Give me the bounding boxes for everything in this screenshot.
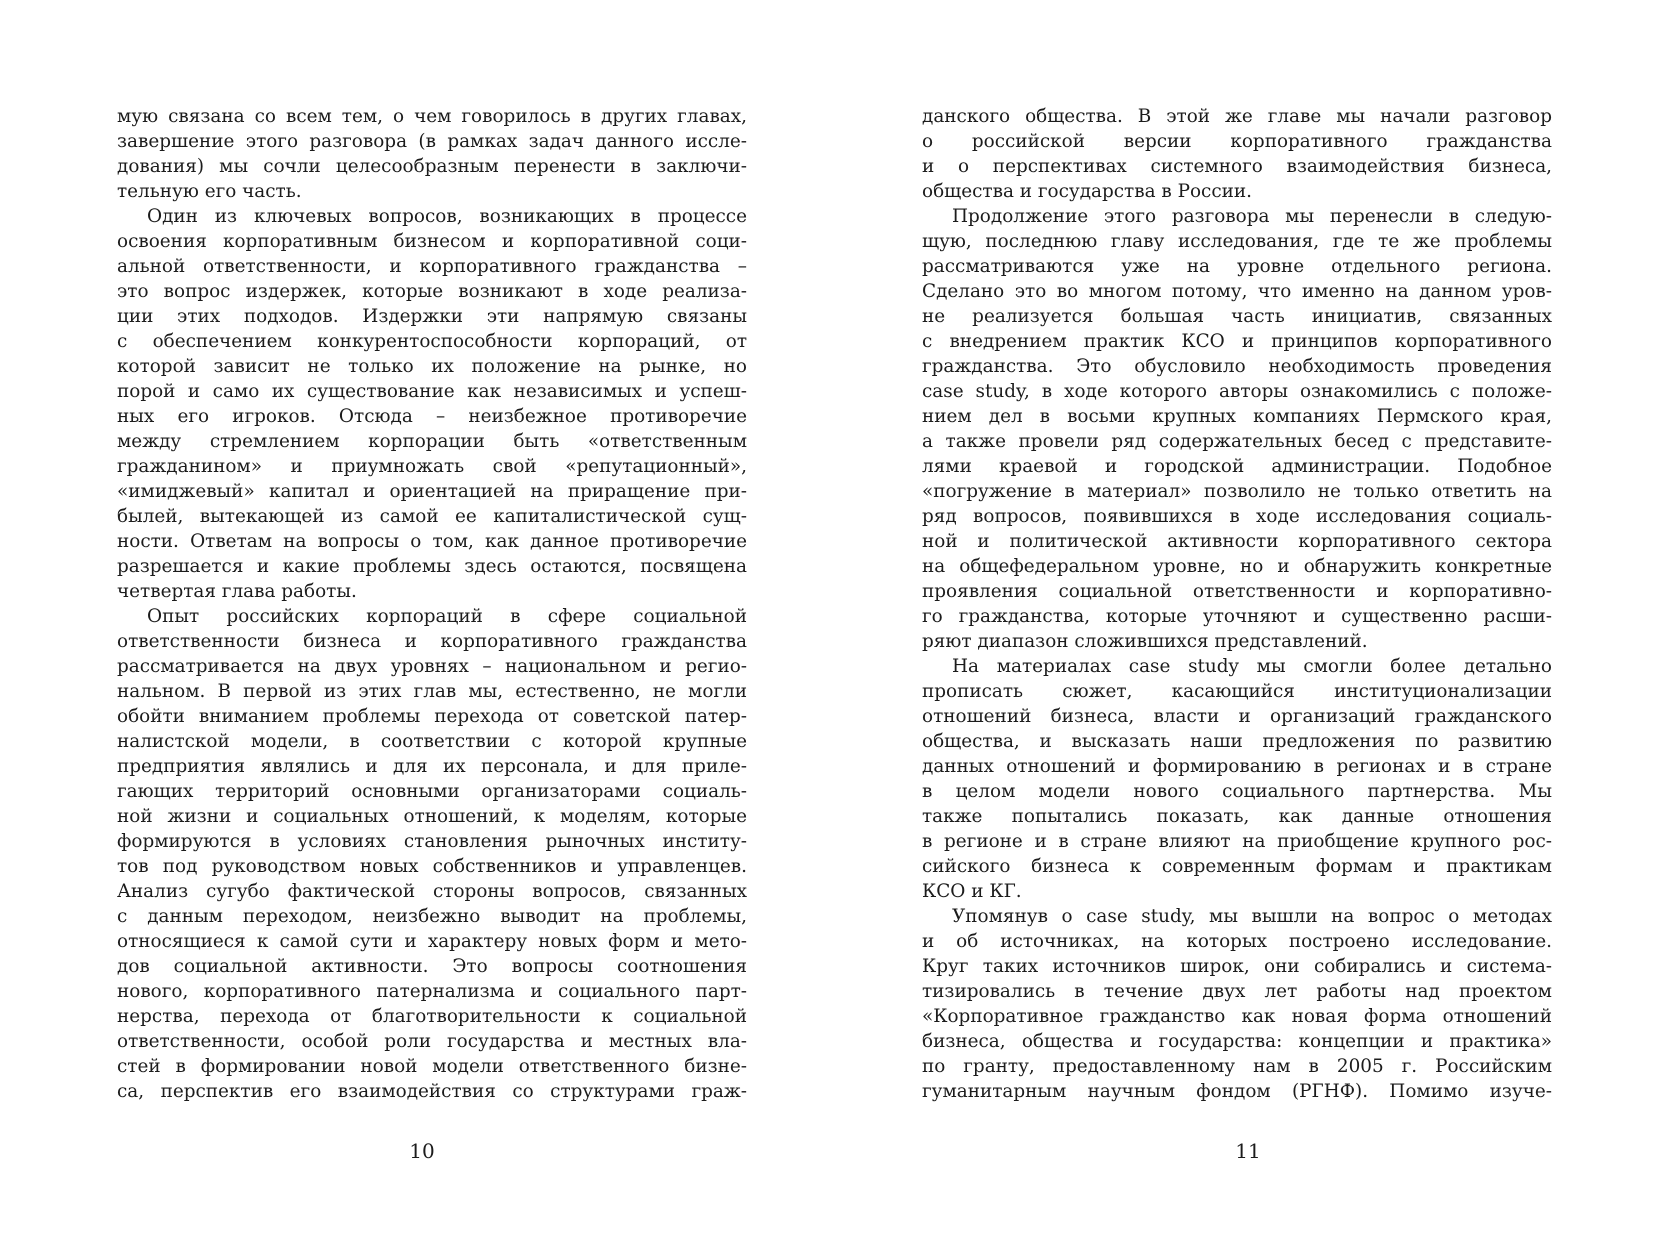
- text-line: ной жизни и социальных отношений, к моделям, которые: [117, 806, 747, 827]
- text-line: ряд вопросов, появившихся в ходе исследования социаль-: [922, 506, 1552, 527]
- text-line: стей в формировании новой модели ответственного бизне-: [117, 1056, 747, 1077]
- text-line: нового, корпоративного патернализма и социального парт-: [117, 981, 747, 1002]
- text-line: разрешается и какие проблемы здесь остаются, посвящена: [117, 556, 747, 577]
- text-line: по гранту, предоставленному нам в 2005 г. Российским: [922, 1056, 1552, 1077]
- text-line: ответственности бизнеса и корпоративного гражданства: [117, 631, 747, 652]
- text-line: На материалах case study мы смогли более детально: [952, 656, 1552, 677]
- text-line: case study, в ходе которого авторы ознакомились с положе-: [922, 381, 1552, 402]
- text-line: бизнеса, общества и государства: концепции и практика»: [922, 1031, 1552, 1052]
- text-line: альной ответственности, и корпоративного гражданства –: [117, 256, 747, 277]
- text-line: ных его игроков. Отсюда – неизбежное противоречие: [117, 406, 747, 427]
- text-line: данных отношений и формированию в регионах и в стране: [922, 756, 1552, 777]
- text-line: и о перспективах системного взаимодействия бизнеса,: [922, 156, 1552, 177]
- text-line: также попытались показать, как данные отношения: [922, 806, 1552, 827]
- text-line: и об источниках, на которых построено исследование.: [922, 931, 1552, 952]
- text-line: четвертая глава работы.: [117, 581, 357, 602]
- text-line: порой и само их существование как независимых и успеш-: [117, 381, 747, 402]
- text-line: завершение этого разговора (в рамках задач данного иссле-: [117, 131, 747, 152]
- text-line: это вопрос издержек, которые возникают в ходе реализа-: [117, 281, 747, 302]
- text-line: в регионе и в стране влияют на приобщение крупного рос-: [922, 831, 1552, 852]
- text-line: с данным переходом, неизбежно выводит на проблемы,: [117, 906, 747, 927]
- text-line: ряют диапазон сложившихся представлений.: [922, 631, 1368, 652]
- text-line: ной и политической активности корпоративного сектора: [922, 531, 1552, 552]
- text-line: мую связана со всем тем, о чем говорилось в других главах,: [117, 106, 747, 127]
- text-line: между стремлением корпорации быть «ответственным: [117, 431, 747, 452]
- text-line: Упомянув о case study, мы вышли на вопрос о методах: [952, 906, 1552, 927]
- text-line: ответственности, особой роли государства и местных вла-: [117, 1031, 747, 1052]
- text-line: о российской версии корпоративного гражданства: [922, 131, 1552, 152]
- text-line: «имиджевый» капитал и ориентацией на приращение при-: [117, 481, 747, 502]
- left-page-number: 10: [409, 1139, 435, 1163]
- text-line: гающих территорий основными организаторами социаль-: [117, 781, 747, 802]
- right-page-number: 11: [1235, 1139, 1261, 1163]
- right-page-text: [922, 104, 1552, 1104]
- text-line: отношений бизнеса, власти и организаций гражданского: [922, 706, 1552, 727]
- text-line: сийского бизнеса к современным формам и практикам: [922, 856, 1552, 877]
- text-line: рассматриваются уже на уровне отдельного региона.: [922, 256, 1552, 277]
- text-line: прописать сюжет, касающийся институционализации: [922, 681, 1552, 702]
- text-line: общества, и высказать наши предложения по развитию: [922, 731, 1552, 752]
- text-line: нерства, перехода от благотворительности к социальной: [117, 1006, 747, 1027]
- text-line: нальном. В первой из этих глав мы, естественно, не могли: [117, 681, 747, 702]
- text-line: тизировались в течение двух лет работы над проектом: [922, 981, 1552, 1002]
- text-line: с обеспечением конкурентоспособности корпораций, от: [117, 331, 747, 352]
- text-line: в целом модели нового социального партнерства. Мы: [922, 781, 1552, 802]
- text-line: лями краевой и городской администрации. Подобное: [922, 456, 1552, 477]
- text-line: нием дел в восьми крупных компаниях Пермского края,: [922, 406, 1552, 427]
- text-line: Анализ сугубо фактической стороны вопросов, связанных: [117, 881, 747, 902]
- text-line: дов социальной активности. Это вопросы соотношения: [117, 956, 747, 977]
- text-line: тельную его часть.: [117, 181, 302, 202]
- text-line: гражданства. Это обусловило необходимость проведения: [922, 356, 1552, 377]
- text-line: ции этих подходов. Издержки эти напрямую связаны: [117, 306, 747, 327]
- text-line: проявления социальной ответственности и корпоративно-: [922, 581, 1552, 602]
- text-line: дования) мы сочли целесообразным перенести в заключи-: [117, 156, 747, 177]
- text-line: предприятия являлись и для их персонала, и для приле-: [117, 756, 747, 777]
- text-line: щую, последнюю главу исследования, где те же проблемы: [922, 231, 1552, 252]
- text-line: рассматривается на двух уровнях – национальном и регио-: [117, 656, 747, 677]
- text-line: данского общества. В этой же главе мы начали разговор: [922, 106, 1552, 127]
- text-line: са, перспектив его взаимодействия со структурами граж-: [117, 1081, 747, 1102]
- text-line: Опыт российских корпораций в сфере социальной: [147, 606, 747, 627]
- text-line: Один из ключевых вопросов, возникающих в процессе: [147, 206, 747, 227]
- text-line: Круг таких источников широк, они собирались и система-: [922, 956, 1552, 977]
- text-line: относящиеся к самой сути и характеру новых форм и мето-: [117, 931, 747, 952]
- text-line: освоения корпоративным бизнесом и корпоративной соци-: [117, 231, 747, 252]
- text-line: «Корпоративное гражданство как новая форма отношений: [922, 1006, 1552, 1027]
- text-line: с внедрением практик КСО и принципов корпоративного: [922, 331, 1552, 352]
- text-line: которой зависит не только их положение на рынке, но: [117, 356, 747, 377]
- right-page: [827, 0, 1654, 1241]
- text-line: Сделано это во многом потому, что именно на данном уров-: [922, 281, 1552, 302]
- text-line: на общефедеральном уровне, но и обнаружить конкретные: [922, 556, 1552, 577]
- text-line: Продолжение этого разговора мы перенесли в следую-: [952, 206, 1552, 227]
- text-line: не реализуется большая часть инициатив, связанных: [922, 306, 1552, 327]
- text-line: гуманитарным научным фондом (РГНФ). Помимо изуче-: [922, 1081, 1552, 1102]
- left-page-text: [117, 104, 747, 1104]
- text-line: а также провели ряд содержательных бесед с представите-: [922, 431, 1552, 452]
- text-line: «погружение в материал» позволило не только ответить на: [922, 481, 1552, 502]
- text-line: го гражданства, которые уточняют и существенно расши-: [922, 606, 1552, 627]
- text-line: КСО и КГ.: [922, 881, 1022, 902]
- text-line: обойти вниманием проблемы перехода от советской патер-: [117, 706, 747, 727]
- text-line: налистской модели, в соответствии с которой крупные: [117, 731, 747, 752]
- text-line: гражданином» и приумножать свой «репутационный»,: [117, 456, 747, 477]
- text-line: былей, вытекающей из самой ее капиталистической сущ-: [117, 506, 747, 527]
- text-line: общества и государства в России.: [922, 181, 1252, 202]
- text-line: тов под руководством новых собственников и управленцев.: [117, 856, 747, 877]
- text-line: формируются в условиях становления рыночных институ-: [117, 831, 747, 852]
- text-line: ности. Ответам на вопросы о том, как данное противоречие: [117, 531, 747, 552]
